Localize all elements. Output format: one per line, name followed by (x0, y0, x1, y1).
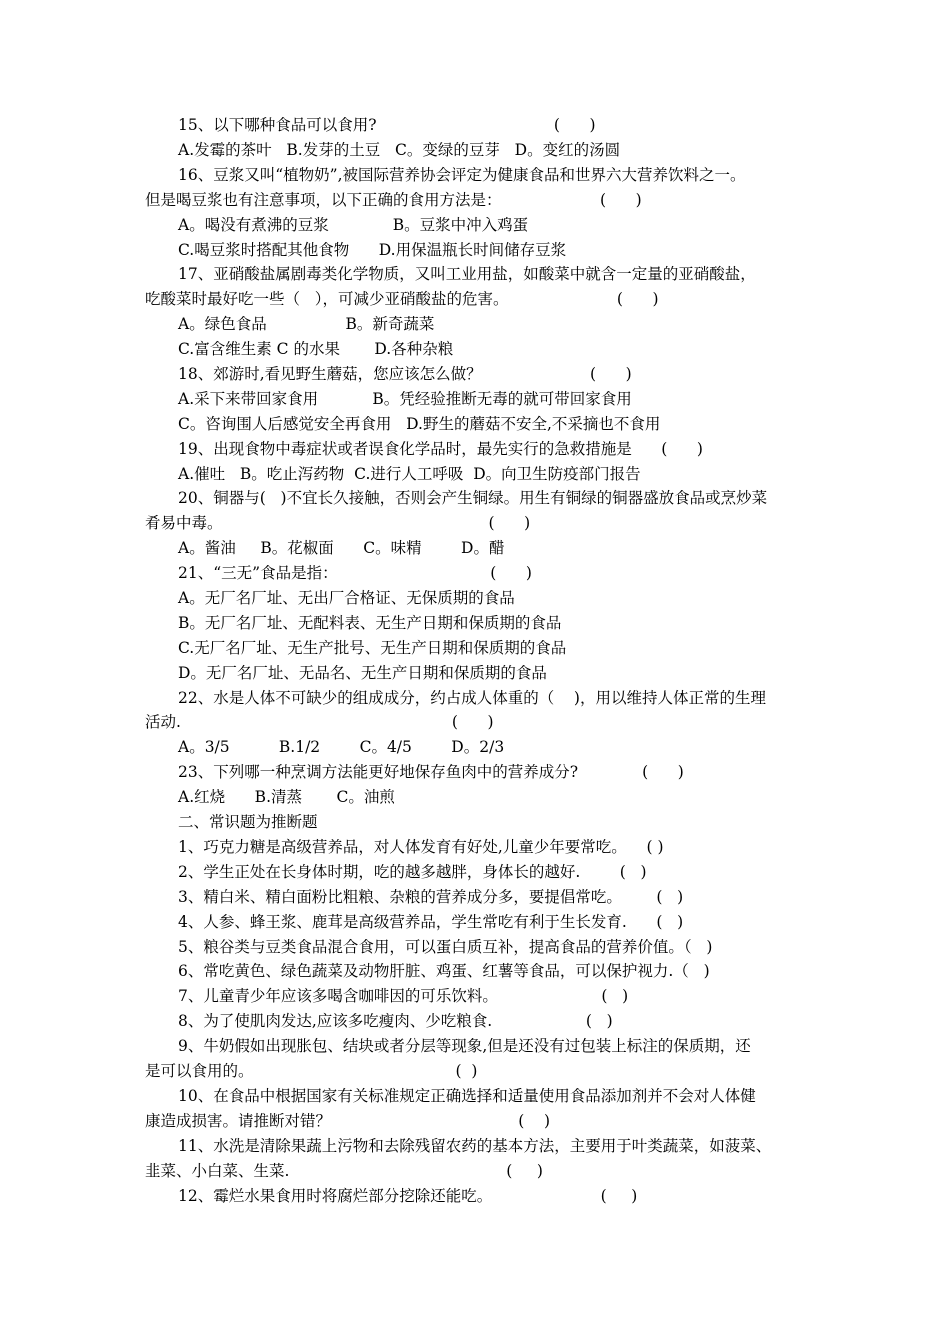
text-line: A。3/5 B.1/2 C。4/5 D。2/3 (178, 738, 505, 756)
text-line: A。喝没有煮沸的豆浆 B。豆浆中冲入鸡蛋 (178, 216, 529, 234)
text-line: 9、牛奶假如出现胀包、结块或者分层等现象,但是还没有过包装上标注的保质期，还 (178, 1037, 751, 1055)
text-line: 11、水洗是清除果蔬上污物和去除残留农药的基本方法，主要用于叶类蔬菜，如菠菜、 (178, 1137, 772, 1155)
text-line: 但是喝豆浆也有注意事项，以下正确的食用方法是： ( ) (145, 191, 642, 209)
text-line: 康造成损害。请推断对错？ ( ) (145, 1112, 551, 1130)
text-line: A.发霉的茶叶 B.发芽的土豆 C。变绿的豆芽 D。变红的汤圆 (178, 141, 621, 159)
text-line: A。无厂名厂址、无出厂合格证、无保质期的食品 (178, 589, 515, 607)
text-line: 吃酸菜时最好吃一些（ ），可减少亚硝酸盐的危害。 ( ) (145, 290, 659, 308)
text-line: 15、以下哪种食品可以食用? ( ) (178, 116, 596, 134)
text-line: 18、郊游时,看见野生蘑菇，您应该怎么做？ ( ) (178, 365, 632, 383)
text-line: A.催吐 B。吃止泻药物 C.进行人工呼吸 D。向卫生防疫部门报告 (178, 465, 641, 483)
text-line: 7、儿童青少年应该多喝含咖啡因的可乐饮料。 ( ) (178, 987, 629, 1005)
text-line: C.无厂名厂址、无生产批号、无生产日期和保质期的食品 (178, 639, 567, 657)
text-line: 3、精白米、精白面粉比粗粮、杂粮的营养成分多，要提倡常吃。 ( ) (178, 888, 684, 906)
text-line: A。酱油 B。花椒面 C。味精 D。醋 (178, 539, 505, 557)
text-line: 2、学生正处在长身体时期，吃的越多越胖，身体长的越好. ( ) (178, 863, 647, 881)
text-line: 6、常吃黄色、绿色蔬菜及动物肝脏、鸡蛋、红薯等食品，可以保护视力.（ ) (178, 962, 710, 980)
text-line: 4、人参、蜂王浆、鹿茸是高级营养品，学生常吃有利于生长发育. ( ) (178, 913, 684, 931)
text-line: A。绿色食品 B。新奇蔬菜 (178, 315, 435, 333)
text-line: 20、铜器与( )不宜长久接触，否则会产生铜绿。用生有铜绿的铜器盛放食品或烹炒菜 (178, 489, 768, 507)
text-line: 是可以食用的。 ( ) (145, 1062, 478, 1080)
text-line: 16、豆浆又叫“植物奶”,被国际营养协会评定为健康食品和世界六大营养饮料之一。 (178, 166, 746, 184)
text-line: C.喝豆浆时搭配其他食物 D.用保温瓶长时间储存豆浆 (178, 241, 567, 259)
text-line: 二、常识题为推断题 (178, 813, 318, 831)
text-line: 5、粮谷类与豆类食品混合食用，可以蛋白质互补，提高食品的营养价值。（ ) (178, 938, 713, 956)
text-line: 8、为了使肌肉发达,应该多吃瘦肉、少吃粮食. ( ) (178, 1012, 613, 1030)
text-line: D。无厂名厂址、无品名、无生产日期和保质期的食品 (178, 664, 547, 682)
text-line: C。咨询围人后感觉安全再食用 D.野生的蘑菇不安全,不采摘也不食用 (178, 415, 661, 433)
text-line: 22、水是人体不可缺少的组成成分，约占成人体重的（ )，用以维持人体正常的生理 (178, 689, 766, 707)
text-line: 21、“三无”食品是指： ( ) (178, 564, 532, 582)
text-line: A.红烧 B.清蒸 C。油煎 (178, 788, 395, 806)
text-line: 19、出现食物中毒症状或者误食化学品时，最先实行的急救措施是 ( ) (178, 440, 703, 458)
text-line: 韭菜、小白菜、生菜. ( ) (145, 1162, 543, 1180)
text-line: 10、在食品中根据国家有关标准规定正确选择和适量使用食品添加剂并不会对人体健 (178, 1087, 756, 1105)
text-line: 活动. ( ) (145, 713, 494, 731)
text-line: A.采下来带回家食用 B。凭经验推断无毒的就可带回家食用 (178, 390, 632, 408)
text-line: C.富含维生素 C 的水果 D.各种杂粮 (178, 340, 454, 358)
text-line: 23、下列哪一种烹调方法能更好地保存鱼肉中的营养成分? ( ) (178, 763, 684, 781)
text-line: 1、巧克力糖是高级营养品，对人体发育有好处,儿童少年要常吃。 ( ) (178, 838, 664, 856)
text-line: 17、亚硝酸盐属剧毒类化学物质，又叫工业用盐，如酸菜中就含一定量的亚硝酸盐， (178, 265, 756, 283)
text-line: 12、霉烂水果食用时将腐烂部分挖除还能吃。 ( ) (178, 1187, 638, 1205)
text-line: B。无厂名厂址、无配料表、无生产日期和保质期的食品 (178, 614, 562, 632)
text-line: 肴易中毒。 ( ) (145, 514, 531, 532)
